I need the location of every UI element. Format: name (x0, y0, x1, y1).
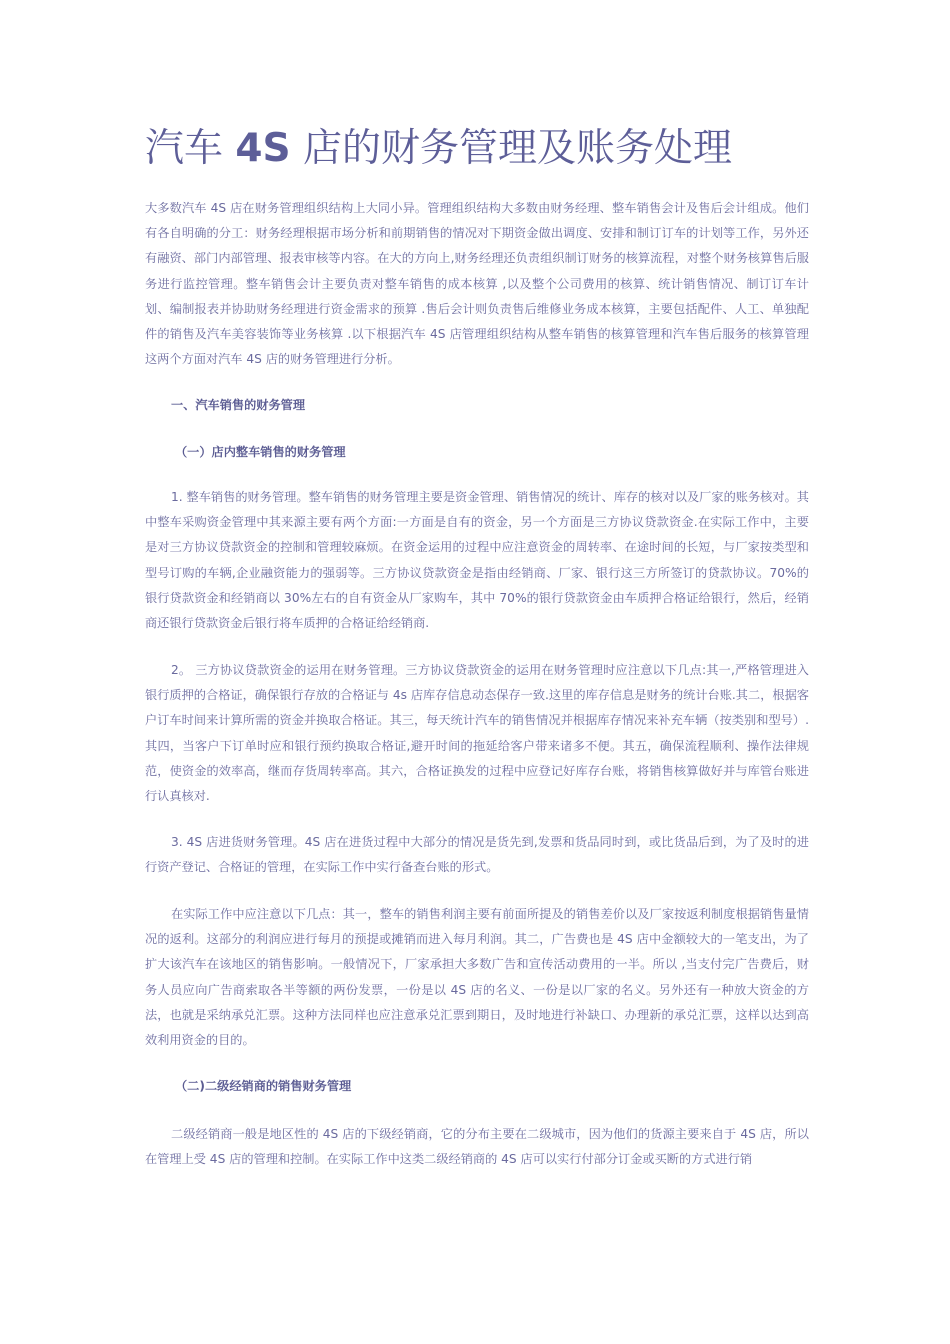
subsection-heading-2: （二)二级经销商的销售财务管理 (175, 1079, 352, 1093)
paragraph-5: 二级经销商一般是地区性的 4S 店的下级经销商，它的分布主要在二级城市，因为他们的货源主要来自于 4S 店，所以在管理上受 4S 店的管理和控制。在实际工作中这类二级经销商的 4S 店可以实行付部分订金或买断的方式进行销 (145, 1127, 809, 1167)
subsection-heading-1: （一）店内整车销售的财务管理 (175, 445, 346, 459)
paragraph-1: 1. 整车销售的财务管理。整车销售的财务管理主要是资金管理、销售情况的统计、库存的核对以及厂家的账务核对。其中整车采购资金管理中其来源主要有两个方面:一方面是自有的资金，另一个方面是三方协议贷款资金.在实际工作中，主要是对三方协议贷款资金的控制和管理较麻烦。在资金运用的过程中应注意资金的周转率、在途时间的长短，与厂家按类型和型号订购的车辆,企业融资能力的强弱等。三方协议贷款资金是指由经销商、厂家、银行这三方所签订的贷款协议。70%的银行贷款资金和经销商以 30%左右的自有资金从厂家购车，其中 70%的银行贷款资金由车质押合格证给银行，然后，经销商还银行贷款资金后银行将车质押的合格证给经销商. (145, 490, 809, 631)
paragraph-4: 在实际工作中应注意以下几点：其一，整车的销售利润主要有前面所提及的销售差价以及厂家按返利制度根据销售量情况的返利。这部分的利润应进行每月的预提或摊销而进入每月利润。其二，广告费也是 4S 店中金额较大的一笔支出，为了扩大该汽车在该地区的销售影响。一般情况下，厂家承担大多数广告和宣传活动费用的一半。所以 ,当支付完广告费后，财务人员应向广告商索取各半等额的两份发票，一份是以 4S 店的名义、一份是以厂家的名义。另外还有一种放大资金的方法，也就是采纳承兑汇票。这种方法同样也应注意承兑汇票到期日，及时地进行补缺口、办理新的承兑汇票，这样以达到高效利用资金的目的。 (145, 907, 809, 1048)
section-heading-1: 一、汽车销售的财务管理 (171, 398, 306, 412)
intro-paragraph: 大多数汽车 4S 店在财务管理组织结构上大同小异。管理组织结构大多数由财务经理、整车销售会计及售后会计组成。他们有各自明确的分工：财务经理根据市场分析和前期销售的情况对下期资金做出调度、安排和制订订车的计划等工作，另外还有融资、部门内部管理、报表审核等内容。在大的方向上,财务经理还负责组织制订财务的核算流程，对整个财务核算售后服务进行监控管理。整车销售会计主要负责对整车销售的成本核算 ,以及整个公司费用的核算、统计销售情况、制订订车计划、编制报表并协助财务经理进行资金需求的预算 .售后会计则负责售后维修业务成本核算，主要包括配件、人工、单独配件的销售及汽车美容装饰等业务核算 .以下根据汽车 4S 店管理组织结构从整车销售的核算管理和汽车售后服务的核算管理这两个方面对汽车 4S 店的财务管理进行分析。 (145, 201, 809, 367)
paragraph-3: 3. 4S 店进货财务管理。4S 店在进货过程中大部分的情况是货先到,发票和货品同时到，或比货品后到，为了及时的进行资产登记、合格证的管理，在实际工作中实行备查台账的形式。 (145, 835, 809, 875)
paragraph-2: 2。 三方协议贷款资金的运用在财务管理。三方协议贷款资金的运用在财务管理时应注意以下几点:其一,严格管理进入银行质押的合格证，确保银行存放的合格证与 4s 店库存信息动态保存一致.这里的库存信息是财务的统计台账.其二，根据客户订车时间来计算所需的资金并换取合格证。其三，每天统计汽车的销售情况并根据库存情况来补充车辆（按类别和型号）.其四，当客户下订单时应和银行预约换取合格证,避开时间的拖延给客户带来诸多不便。其五，确保流程顺利、操作法律规范，使资金的效率高，继而存货周转率高。其六，合格证换发的过程中应登记好库存台账，将销售核算做好并与库管台账进行认真核对. (145, 663, 809, 804)
document-title: 汽车 4S 店的财务管理及账务处理 (145, 126, 733, 171)
